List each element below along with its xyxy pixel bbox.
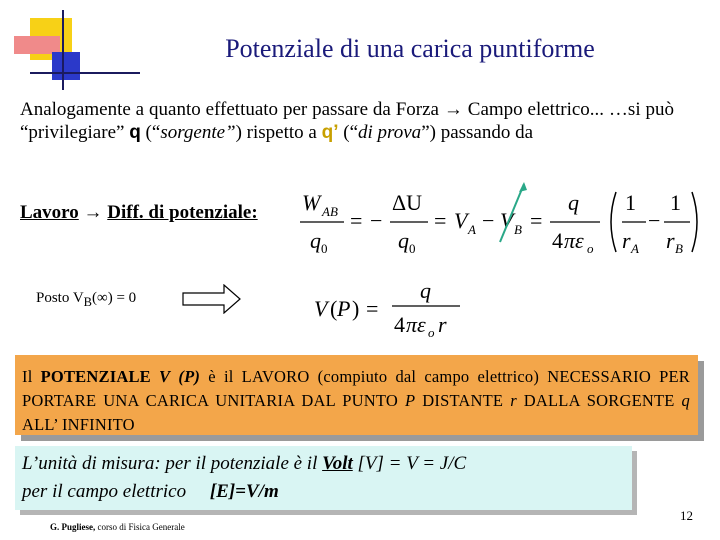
intro-text-2: (“ (140, 122, 161, 143)
svg-text:=: = (366, 296, 379, 321)
units-volt: Volt (322, 453, 353, 474)
intro-q: q (129, 122, 141, 143)
deco-horizontal-line (30, 72, 140, 74)
def-text-5: DISTANTE (415, 391, 511, 410)
def-q: q (681, 391, 690, 410)
intro-text-3: ) rispetto a (235, 122, 322, 143)
posto-suffix: (∞) = 0 (92, 290, 137, 306)
intro-sorgente: sorgente” (160, 122, 236, 143)
footer-author: G. Pugliese, (50, 522, 96, 532)
svg-text:r: r (622, 228, 631, 253)
units-line-2 (22, 478, 632, 506)
lavoro-line (20, 202, 258, 224)
svg-text:πε: πε (406, 312, 426, 337)
units-line-1 (22, 450, 632, 478)
svg-text:AB: AB (322, 204, 338, 219)
def-text-1: Il (22, 367, 41, 386)
diff-label: Diff. di potenziale: (107, 202, 258, 223)
svg-text:=: = (434, 208, 447, 233)
svg-text:o: o (587, 241, 594, 256)
posto-sub: B (83, 295, 93, 309)
intro-paragraph (20, 98, 674, 144)
deco-blue-square (52, 52, 80, 80)
svg-text:A: A (468, 222, 476, 237)
svg-text:4: 4 (394, 312, 405, 337)
posto-prefix: Posto V (36, 290, 84, 306)
intro-text-5: ”) passando da (421, 122, 534, 143)
svg-text:1: 1 (670, 190, 681, 215)
intro-qprime: q’ (321, 122, 339, 143)
svg-text:q: q (310, 228, 321, 253)
def-text-6: DALLA SORGENTE (516, 391, 682, 410)
page-number: 12 (680, 508, 693, 523)
block-arrow-icon (182, 284, 242, 314)
def-text-2 (151, 367, 159, 386)
svg-text:q: q (568, 190, 579, 215)
units-text (22, 450, 632, 506)
svg-text:r: r (438, 312, 447, 337)
posto-text (36, 290, 136, 310)
units-field-prefix: per il campo elettrico (22, 481, 191, 502)
lavoro-label: Lavoro (20, 202, 79, 223)
def-potenziale: POTENZIALE (40, 367, 151, 386)
def-pp: (P) (178, 367, 201, 386)
svg-text:−: − (482, 208, 495, 233)
svg-text:0: 0 (409, 241, 416, 256)
svg-text:q: q (420, 280, 431, 303)
intro-text-1: Analogamente a quanto effettuato per passare da Forza → Campo elettrico... …si può “privilegiare” (20, 99, 674, 143)
svg-text:ΔU: ΔU (392, 190, 423, 215)
svg-text:−: − (648, 208, 661, 233)
def-v: V (159, 367, 171, 386)
svg-text:4: 4 (552, 228, 563, 253)
footer-course: corso di Fisica Generale (95, 522, 185, 532)
intro-prova: di prova (358, 122, 422, 143)
units-volt-def: [V] = V = J/C (352, 453, 467, 474)
def-p-point: P (404, 391, 416, 410)
definition-text (22, 365, 690, 437)
svg-text:=: = (530, 208, 543, 233)
svg-text:r: r (666, 228, 675, 253)
footer-credit (50, 522, 185, 532)
svg-text:W: W (302, 190, 321, 215)
intro-text-4: (“ (338, 122, 359, 143)
units-field: [E]=V/m (209, 481, 279, 502)
svg-text:P: P (337, 296, 351, 321)
svg-text:(: ( (330, 296, 338, 321)
work-potential-equation (300, 180, 700, 260)
deco-vertical-line (62, 10, 64, 90)
slide-title: Potenziale di una carica puntiforme (225, 34, 595, 63)
lavoro-arrow: → (78, 202, 108, 223)
svg-text:−: − (370, 208, 383, 233)
svg-text:πε: πε (564, 228, 584, 253)
svg-text:B: B (675, 241, 683, 256)
svg-text:q: q (398, 228, 409, 253)
units-prefix: L’unità di misura: per il potenziale è il (22, 453, 323, 474)
svg-text:=: = (350, 208, 363, 233)
svg-text:0: 0 (321, 241, 328, 256)
def-text-7: ALL’ INFINITO (22, 415, 135, 434)
svg-text:1: 1 (625, 190, 636, 215)
svg-text:o: o (428, 325, 435, 340)
def-text-4: è il LAVORO (compiuto dal campo elettrico) NECESSARIO PER PORTARE UNA CARICA UNITARIA DAL PUNTO (22, 367, 691, 410)
svg-text:A: A (631, 241, 639, 256)
svg-text:V: V (314, 296, 328, 321)
svg-text:V: V (454, 208, 468, 233)
def-r: r (510, 391, 517, 410)
svg-text:V: V (500, 208, 514, 233)
potential-equation (300, 280, 480, 340)
svg-text:B: B (514, 222, 522, 237)
svg-text:): ) (352, 296, 360, 321)
